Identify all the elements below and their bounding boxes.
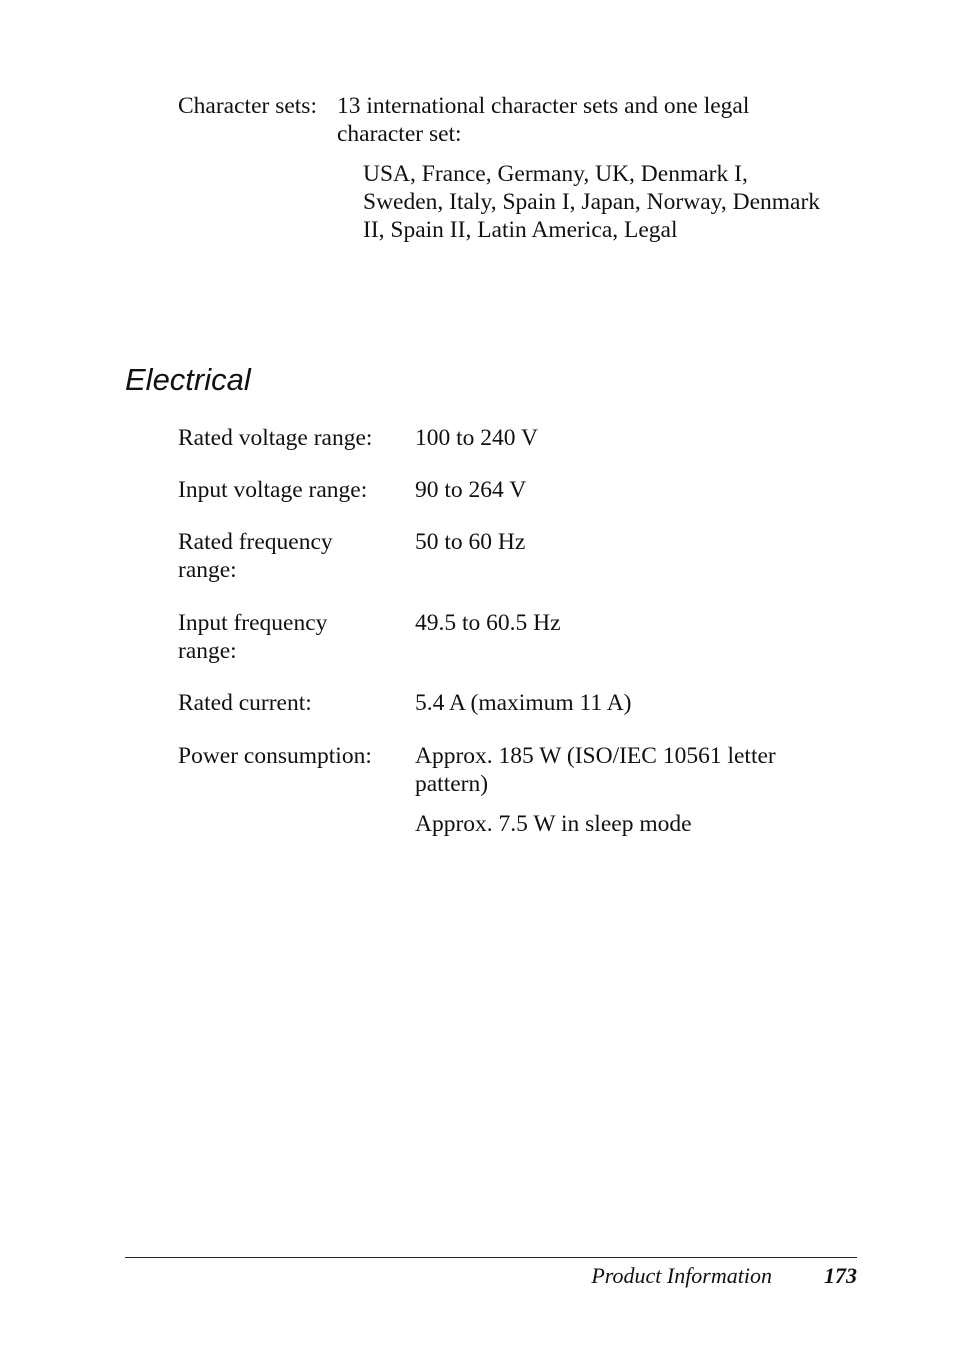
spec-label-rated-current: Rated current: xyxy=(178,690,312,716)
spec-label-rated-voltage: Rated voltage range: xyxy=(178,425,373,451)
charsets-description: 13 international character sets and one legal character set: xyxy=(337,93,750,147)
spec-value-rated-frequency: 50 to 60 Hz xyxy=(415,529,526,555)
spec-value-power-sleep: Approx. 7.5 W in sleep mode xyxy=(415,811,692,837)
section-heading: Electrical xyxy=(125,362,251,397)
spec-value-input-voltage: 90 to 264 V xyxy=(415,477,527,503)
spec-label-input-frequency: Input frequency range: xyxy=(178,610,328,664)
footer-page-number: 173 xyxy=(824,1263,857,1288)
spec-label-power-consumption: Power consumption: xyxy=(178,743,372,769)
spec-value-input-frequency: 49.5 to 60.5 Hz xyxy=(415,610,561,636)
spec-value-power-consumption: Approx. 185 W (ISO/IEC 10561 letter pattern) xyxy=(415,743,776,797)
charsets-list: USA, France, Germany, UK, Denmark I, Sweden, Italy, Spain I, Japan, Norway, Denmark II, Spain II, Latin America, Legal xyxy=(363,161,821,243)
charsets-label: Character sets: xyxy=(178,93,317,119)
spec-label-rated-frequency: Rated frequency range: xyxy=(178,529,333,583)
footer-section-name: Product Information xyxy=(591,1263,772,1288)
spec-value-rated-current: 5.4 A (maximum 11 A) xyxy=(415,690,632,716)
footer-rule xyxy=(125,1257,857,1258)
spec-label-input-voltage: Input voltage range: xyxy=(178,477,368,503)
spec-value-rated-voltage: 100 to 240 V xyxy=(415,425,538,451)
